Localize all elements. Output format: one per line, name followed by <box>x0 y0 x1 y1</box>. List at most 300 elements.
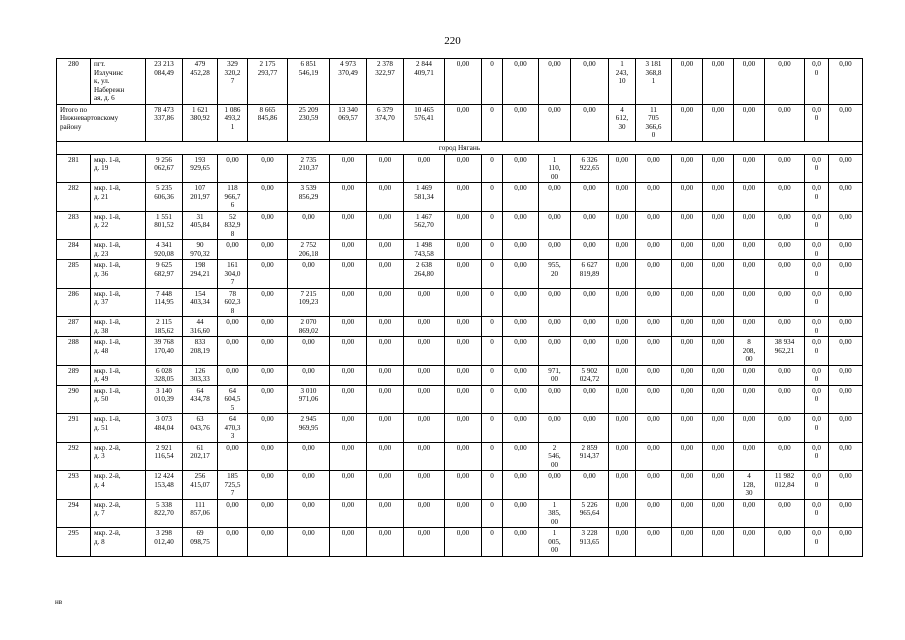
value-cell: 0 <box>482 59 503 105</box>
value-cell: 0,00 <box>672 499 703 528</box>
value-cell: 0,00 <box>445 385 482 414</box>
value-cell: 0,00 <box>765 317 805 337</box>
value-cell: 0,00 <box>288 442 330 471</box>
value-cell: 2 546, 00 <box>539 442 571 471</box>
value-cell: 0,00 <box>703 183 734 212</box>
value-cell: 107 201,97 <box>183 183 218 212</box>
address-cell: пгт. Излучинс к, ул. Набережн ая, д. 6 <box>91 59 146 105</box>
value-cell: 52 832,9 8 <box>218 211 248 240</box>
value-cell: 0,00 <box>288 260 330 289</box>
value-cell: 126 303,33 <box>183 365 218 385</box>
value-cell: 0,00 <box>571 104 609 141</box>
value-cell: 0,00 <box>367 414 404 443</box>
value-cell: 0,00 <box>445 59 482 105</box>
value-cell: 0,00 <box>765 59 805 105</box>
value-cell: 0,00 <box>539 385 571 414</box>
address-cell: мкр. 1-й, д. 51 <box>91 414 146 443</box>
value-cell: 0,00 <box>445 499 482 528</box>
address-cell: мкр. 2-й, д. 7 <box>91 499 146 528</box>
value-cell: 0,00 <box>609 442 636 471</box>
value-cell: 78 602,3 8 <box>218 288 248 317</box>
value-cell: 23 213 084,49 <box>146 59 183 105</box>
value-cell: 0,00 <box>734 499 765 528</box>
value-cell: 0,00 <box>218 499 248 528</box>
table-row <box>57 183 863 212</box>
value-cell: 0,00 <box>703 365 734 385</box>
value-cell: 0 <box>482 365 503 385</box>
value-cell: 0,00 <box>539 183 571 212</box>
value-cell: 0,00 <box>503 154 539 183</box>
value-cell: 0,00 <box>703 499 734 528</box>
value-cell: 0,00 <box>734 442 765 471</box>
value-cell: 0,00 <box>218 317 248 337</box>
value-cell: 0 <box>482 528 503 557</box>
value-cell: 0,00 <box>829 59 863 105</box>
value-cell: 0,0 0 <box>805 317 829 337</box>
value-cell: 0,0 0 <box>805 471 829 500</box>
value-cell: 0,00 <box>672 240 703 260</box>
value-cell: 0,00 <box>672 528 703 557</box>
value-cell: 0,00 <box>734 211 765 240</box>
value-cell: 0,0 0 <box>805 385 829 414</box>
value-cell: 0,00 <box>734 240 765 260</box>
value-cell: 0,00 <box>330 414 367 443</box>
value-cell: 1 385, 00 <box>539 499 571 528</box>
value-cell: 0,00 <box>539 471 571 500</box>
table-row <box>57 288 863 317</box>
value-cell: 0,00 <box>218 365 248 385</box>
value-cell: 0,00 <box>571 385 609 414</box>
value-cell: 0,00 <box>636 183 672 212</box>
value-cell: 0,00 <box>330 211 367 240</box>
value-cell: 78 473 337,86 <box>146 104 183 141</box>
value-cell: 0,00 <box>445 240 482 260</box>
value-cell: 0,00 <box>636 442 672 471</box>
value-cell: 0 <box>482 385 503 414</box>
value-cell: 0,00 <box>571 414 609 443</box>
value-cell: 4 612, 30 <box>609 104 636 141</box>
value-cell: 0,00 <box>503 211 539 240</box>
value-cell: 0,00 <box>445 414 482 443</box>
value-cell: 0,00 <box>404 528 445 557</box>
value-cell: 0 <box>482 442 503 471</box>
value-cell: 0,00 <box>330 528 367 557</box>
value-cell: 9 625 682,97 <box>146 260 183 289</box>
value-cell: 0,00 <box>829 365 863 385</box>
value-cell: 8 665 845,86 <box>248 104 288 141</box>
value-cell: 0,00 <box>571 471 609 500</box>
value-cell: 0,00 <box>445 211 482 240</box>
budget-table <box>56 58 863 557</box>
value-cell: 0 <box>482 260 503 289</box>
value-cell: 0,00 <box>765 414 805 443</box>
value-cell: 0,00 <box>703 414 734 443</box>
value-cell: 4 128, 30 <box>734 471 765 500</box>
value-cell: 0,00 <box>571 59 609 105</box>
value-cell: 0,00 <box>503 183 539 212</box>
value-cell: 0,00 <box>829 240 863 260</box>
table-row <box>57 471 863 500</box>
value-cell: 9 256 062,67 <box>146 154 183 183</box>
value-cell: 0,00 <box>829 154 863 183</box>
value-cell: 0,00 <box>288 528 330 557</box>
value-cell: 2 844 409,71 <box>404 59 445 105</box>
value-cell: 0,00 <box>765 442 805 471</box>
value-cell: 6 627 819,89 <box>571 260 609 289</box>
value-cell: 0,00 <box>765 183 805 212</box>
value-cell: 0,00 <box>367 260 404 289</box>
value-cell: 2 859 914,37 <box>571 442 609 471</box>
value-cell: 0,00 <box>609 154 636 183</box>
value-cell: 0,00 <box>539 104 571 141</box>
value-cell: 61 202,17 <box>183 442 218 471</box>
value-cell: 0,00 <box>765 365 805 385</box>
value-cell: 0,00 <box>829 183 863 212</box>
table-row <box>57 385 863 414</box>
value-cell: 44 316,60 <box>183 317 218 337</box>
value-cell: 1 621 380,92 <box>183 104 218 141</box>
value-cell: 5 235 606,36 <box>146 183 183 212</box>
value-cell: 0,00 <box>609 414 636 443</box>
value-cell: 2 921 116,54 <box>146 442 183 471</box>
value-cell: 0,00 <box>672 365 703 385</box>
value-cell: 0,00 <box>672 288 703 317</box>
value-cell: 0,00 <box>734 528 765 557</box>
value-cell: 0,00 <box>571 240 609 260</box>
value-cell: 185 725,5 7 <box>218 471 248 500</box>
value-cell: 0,00 <box>445 528 482 557</box>
value-cell: 118 966,7 6 <box>218 183 248 212</box>
table-row <box>57 154 863 183</box>
table-row <box>57 365 863 385</box>
value-cell: 0,00 <box>445 260 482 289</box>
value-cell: 955, 20 <box>539 260 571 289</box>
value-cell: 0,00 <box>703 104 734 141</box>
value-cell: 0,0 0 <box>805 59 829 105</box>
value-cell: 0,00 <box>288 211 330 240</box>
page-number: 220 <box>444 35 461 47</box>
value-cell: 256 415,07 <box>183 471 218 500</box>
value-cell: 0,00 <box>765 528 805 557</box>
value-cell: 0,00 <box>672 337 703 366</box>
value-cell: 0,00 <box>445 154 482 183</box>
value-cell: 0,00 <box>636 317 672 337</box>
value-cell: 0,00 <box>672 59 703 105</box>
value-cell: 0,00 <box>445 104 482 141</box>
address-cell: мкр. 1-й, д. 36 <box>91 260 146 289</box>
value-cell: 0,00 <box>829 499 863 528</box>
value-cell: 0,00 <box>765 240 805 260</box>
value-cell: 0,00 <box>703 260 734 289</box>
row-number-cell: 281 <box>57 154 91 183</box>
value-cell: 7 215 109,23 <box>288 288 330 317</box>
value-cell: 0,00 <box>539 288 571 317</box>
value-cell: 0,00 <box>503 365 539 385</box>
value-cell: 0 <box>482 211 503 240</box>
value-cell: 0,00 <box>829 288 863 317</box>
row-number-cell: 289 <box>57 365 91 385</box>
value-cell: 0,00 <box>829 471 863 500</box>
value-cell: 0,00 <box>765 499 805 528</box>
value-cell: 0,00 <box>248 260 288 289</box>
value-cell: 6 326 922,65 <box>571 154 609 183</box>
address-cell: мкр. 1-й, д. 48 <box>91 337 146 366</box>
value-cell: 0,00 <box>829 211 863 240</box>
value-cell: 0,00 <box>404 337 445 366</box>
value-cell: 0,00 <box>503 317 539 337</box>
value-cell: 0,00 <box>367 499 404 528</box>
value-cell: 0,00 <box>367 337 404 366</box>
value-cell: 3 298 012,40 <box>146 528 183 557</box>
value-cell: 0,00 <box>404 442 445 471</box>
value-cell: 0,00 <box>330 337 367 366</box>
value-cell: 0,00 <box>829 317 863 337</box>
value-cell: 0 <box>482 471 503 500</box>
value-cell: 0,00 <box>503 442 539 471</box>
value-cell: 6 379 374,70 <box>367 104 404 141</box>
value-cell: 0,00 <box>539 211 571 240</box>
value-cell: 0 <box>482 499 503 528</box>
value-cell: 0,00 <box>503 528 539 557</box>
table-row <box>57 260 863 289</box>
address-cell: мкр. 1-й, д. 37 <box>91 288 146 317</box>
value-cell: 0,00 <box>672 442 703 471</box>
value-cell: 0,00 <box>636 260 672 289</box>
table-row <box>57 59 863 105</box>
address-cell: мкр. 1-й, д. 49 <box>91 365 146 385</box>
value-cell: 0,00 <box>248 499 288 528</box>
row-number-cell: 294 <box>57 499 91 528</box>
value-cell: 0,00 <box>609 183 636 212</box>
value-cell: 0,00 <box>367 240 404 260</box>
value-cell: 0,00 <box>609 528 636 557</box>
value-cell: 0,00 <box>503 288 539 317</box>
address-cell: мкр. 1-й, д. 23 <box>91 240 146 260</box>
value-cell: 25 209 230,59 <box>288 104 330 141</box>
value-cell: 198 294,21 <box>183 260 218 289</box>
value-cell: 0,00 <box>367 385 404 414</box>
value-cell: 0,00 <box>248 317 288 337</box>
value-cell: 63 043,76 <box>183 414 218 443</box>
value-cell: 0,00 <box>503 414 539 443</box>
value-cell: 0,00 <box>734 59 765 105</box>
value-cell: 3 181 368,8 1 <box>636 59 672 105</box>
address-cell: мкр. 1-й, д. 22 <box>91 211 146 240</box>
value-cell: 0,00 <box>248 288 288 317</box>
value-cell: 0,0 0 <box>805 183 829 212</box>
value-cell: 0,0 0 <box>805 211 829 240</box>
value-cell: 0,00 <box>330 499 367 528</box>
value-cell: 1 469 581,34 <box>404 183 445 212</box>
value-cell: 0,00 <box>218 528 248 557</box>
value-cell: 0,00 <box>734 288 765 317</box>
value-cell: 64 604,5 5 <box>218 385 248 414</box>
value-cell: 64 470,3 3 <box>218 414 248 443</box>
value-cell: 31 405,84 <box>183 211 218 240</box>
value-cell: 0,00 <box>248 442 288 471</box>
row-number-cell: 280 <box>57 59 91 105</box>
value-cell: 0,00 <box>829 385 863 414</box>
value-cell: 0,00 <box>404 288 445 317</box>
value-cell: 0,00 <box>672 317 703 337</box>
value-cell: 0,00 <box>503 385 539 414</box>
row-number-cell: 291 <box>57 414 91 443</box>
value-cell: 0,0 0 <box>805 499 829 528</box>
value-cell: 0,00 <box>703 337 734 366</box>
value-cell: 0,00 <box>367 317 404 337</box>
table-row <box>57 528 863 557</box>
value-cell: 0,00 <box>404 414 445 443</box>
value-cell: 10 465 576,41 <box>404 104 445 141</box>
value-cell: 0,00 <box>703 471 734 500</box>
value-cell: 0,00 <box>703 288 734 317</box>
value-cell: 0,00 <box>734 154 765 183</box>
value-cell: 0,00 <box>765 154 805 183</box>
value-cell: 0,00 <box>248 365 288 385</box>
value-cell: 0,00 <box>636 385 672 414</box>
table-row <box>57 211 863 240</box>
value-cell: 39 768 170,40 <box>146 337 183 366</box>
value-cell: 0,00 <box>503 499 539 528</box>
value-cell: 0 <box>482 104 503 141</box>
value-cell: 1 243, 10 <box>609 59 636 105</box>
value-cell: 0,00 <box>734 385 765 414</box>
value-cell: 0,00 <box>445 317 482 337</box>
value-cell: 0,00 <box>503 337 539 366</box>
value-cell: 6 851 546,19 <box>288 59 330 105</box>
value-cell: 0,00 <box>672 154 703 183</box>
row-number-cell: 295 <box>57 528 91 557</box>
value-cell: 2 752 206,18 <box>288 240 330 260</box>
value-cell: 2 175 293,77 <box>248 59 288 105</box>
value-cell: 0 <box>482 317 503 337</box>
value-cell: 0,00 <box>609 317 636 337</box>
value-cell: 2 070 869,02 <box>288 317 330 337</box>
value-cell: 329 320,2 7 <box>218 59 248 105</box>
value-cell: 193 929,65 <box>183 154 218 183</box>
value-cell: 13 340 069,57 <box>330 104 367 141</box>
value-cell: 2 638 264,80 <box>404 260 445 289</box>
value-cell: 0,00 <box>248 528 288 557</box>
value-cell: 0,0 0 <box>805 240 829 260</box>
value-cell: 0,00 <box>445 337 482 366</box>
value-cell: 0,00 <box>829 414 863 443</box>
city-header: город Нягань <box>57 141 863 154</box>
value-cell: 0,00 <box>404 471 445 500</box>
value-cell: 0,00 <box>330 442 367 471</box>
address-cell: мкр. 1-й, д. 38 <box>91 317 146 337</box>
value-cell: 0,00 <box>367 183 404 212</box>
value-cell: 8 208, 00 <box>734 337 765 366</box>
table-body-region <box>57 59 863 142</box>
value-cell: 161 304,0 7 <box>218 260 248 289</box>
value-cell: 0,00 <box>672 260 703 289</box>
row-number-cell: 293 <box>57 471 91 500</box>
value-cell: 0,00 <box>503 471 539 500</box>
value-cell: 0,00 <box>503 104 539 141</box>
address-cell: мкр. 2-й, д. 4 <box>91 471 146 500</box>
value-cell: 0,00 <box>636 499 672 528</box>
value-cell: 0,00 <box>636 288 672 317</box>
value-cell: 0,00 <box>248 211 288 240</box>
value-cell: 0 <box>482 414 503 443</box>
value-cell: 0,00 <box>404 365 445 385</box>
value-cell: 0,00 <box>734 104 765 141</box>
value-cell: 0,00 <box>539 337 571 366</box>
value-cell: 3 140 010,39 <box>146 385 183 414</box>
value-cell: 3 010 971,06 <box>288 385 330 414</box>
value-cell: 0,00 <box>734 260 765 289</box>
address-cell: мкр. 2-й, д. 8 <box>91 528 146 557</box>
value-cell: 0,00 <box>672 385 703 414</box>
value-cell: 0,00 <box>330 365 367 385</box>
value-cell: 0,00 <box>636 414 672 443</box>
value-cell: 0,00 <box>248 154 288 183</box>
value-cell: 0,00 <box>609 288 636 317</box>
value-cell: 0,00 <box>218 442 248 471</box>
value-cell: 2 378 322,97 <box>367 59 404 105</box>
value-cell: 0,00 <box>829 104 863 141</box>
row-number-cell: 284 <box>57 240 91 260</box>
value-cell: 0,00 <box>404 499 445 528</box>
value-cell: 2 945 969,95 <box>288 414 330 443</box>
address-cell: мкр. 1-й, д. 19 <box>91 154 146 183</box>
value-cell: 0,00 <box>288 471 330 500</box>
value-cell: 0,00 <box>672 414 703 443</box>
value-cell: 0,00 <box>288 337 330 366</box>
table-row <box>57 414 863 443</box>
table-row <box>57 442 863 471</box>
city-header-section <box>57 141 863 154</box>
value-cell: 0 <box>482 288 503 317</box>
value-cell: 0,00 <box>609 365 636 385</box>
value-cell: 0,00 <box>609 471 636 500</box>
table-row <box>57 317 863 337</box>
value-cell: 0,00 <box>571 337 609 366</box>
value-cell: 1 498 743,58 <box>404 240 445 260</box>
value-cell: 0,0 0 <box>805 288 829 317</box>
value-cell: 0,00 <box>445 288 482 317</box>
value-cell: 0,00 <box>330 471 367 500</box>
address-cell: мкр. 2-й, д. 3 <box>91 442 146 471</box>
row-number-cell: 285 <box>57 260 91 289</box>
value-cell: 0,00 <box>330 317 367 337</box>
value-cell: 0,00 <box>288 499 330 528</box>
value-cell: 0,00 <box>330 385 367 414</box>
value-cell: 154 403,34 <box>183 288 218 317</box>
value-cell: 12 424 153,48 <box>146 471 183 500</box>
value-cell: 0,00 <box>636 211 672 240</box>
value-cell: 1 005, 00 <box>539 528 571 557</box>
table-row <box>57 104 863 141</box>
value-cell: 0,00 <box>829 442 863 471</box>
row-number-cell: 283 <box>57 211 91 240</box>
value-cell: 0,00 <box>218 154 248 183</box>
value-cell: 0,00 <box>330 288 367 317</box>
value-cell: 0,00 <box>503 59 539 105</box>
value-cell: 0,00 <box>248 385 288 414</box>
row-number-cell: 292 <box>57 442 91 471</box>
value-cell: 0,00 <box>765 260 805 289</box>
value-cell: 0,00 <box>829 260 863 289</box>
address-cell: Итого по Нижневартовскому району <box>57 104 146 141</box>
value-cell: 0,00 <box>367 528 404 557</box>
value-cell: 4 973 370,49 <box>330 59 367 105</box>
value-cell: 0,00 <box>765 288 805 317</box>
value-cell: 0,00 <box>734 365 765 385</box>
value-cell: 0,00 <box>703 385 734 414</box>
value-cell: 0,00 <box>765 211 805 240</box>
